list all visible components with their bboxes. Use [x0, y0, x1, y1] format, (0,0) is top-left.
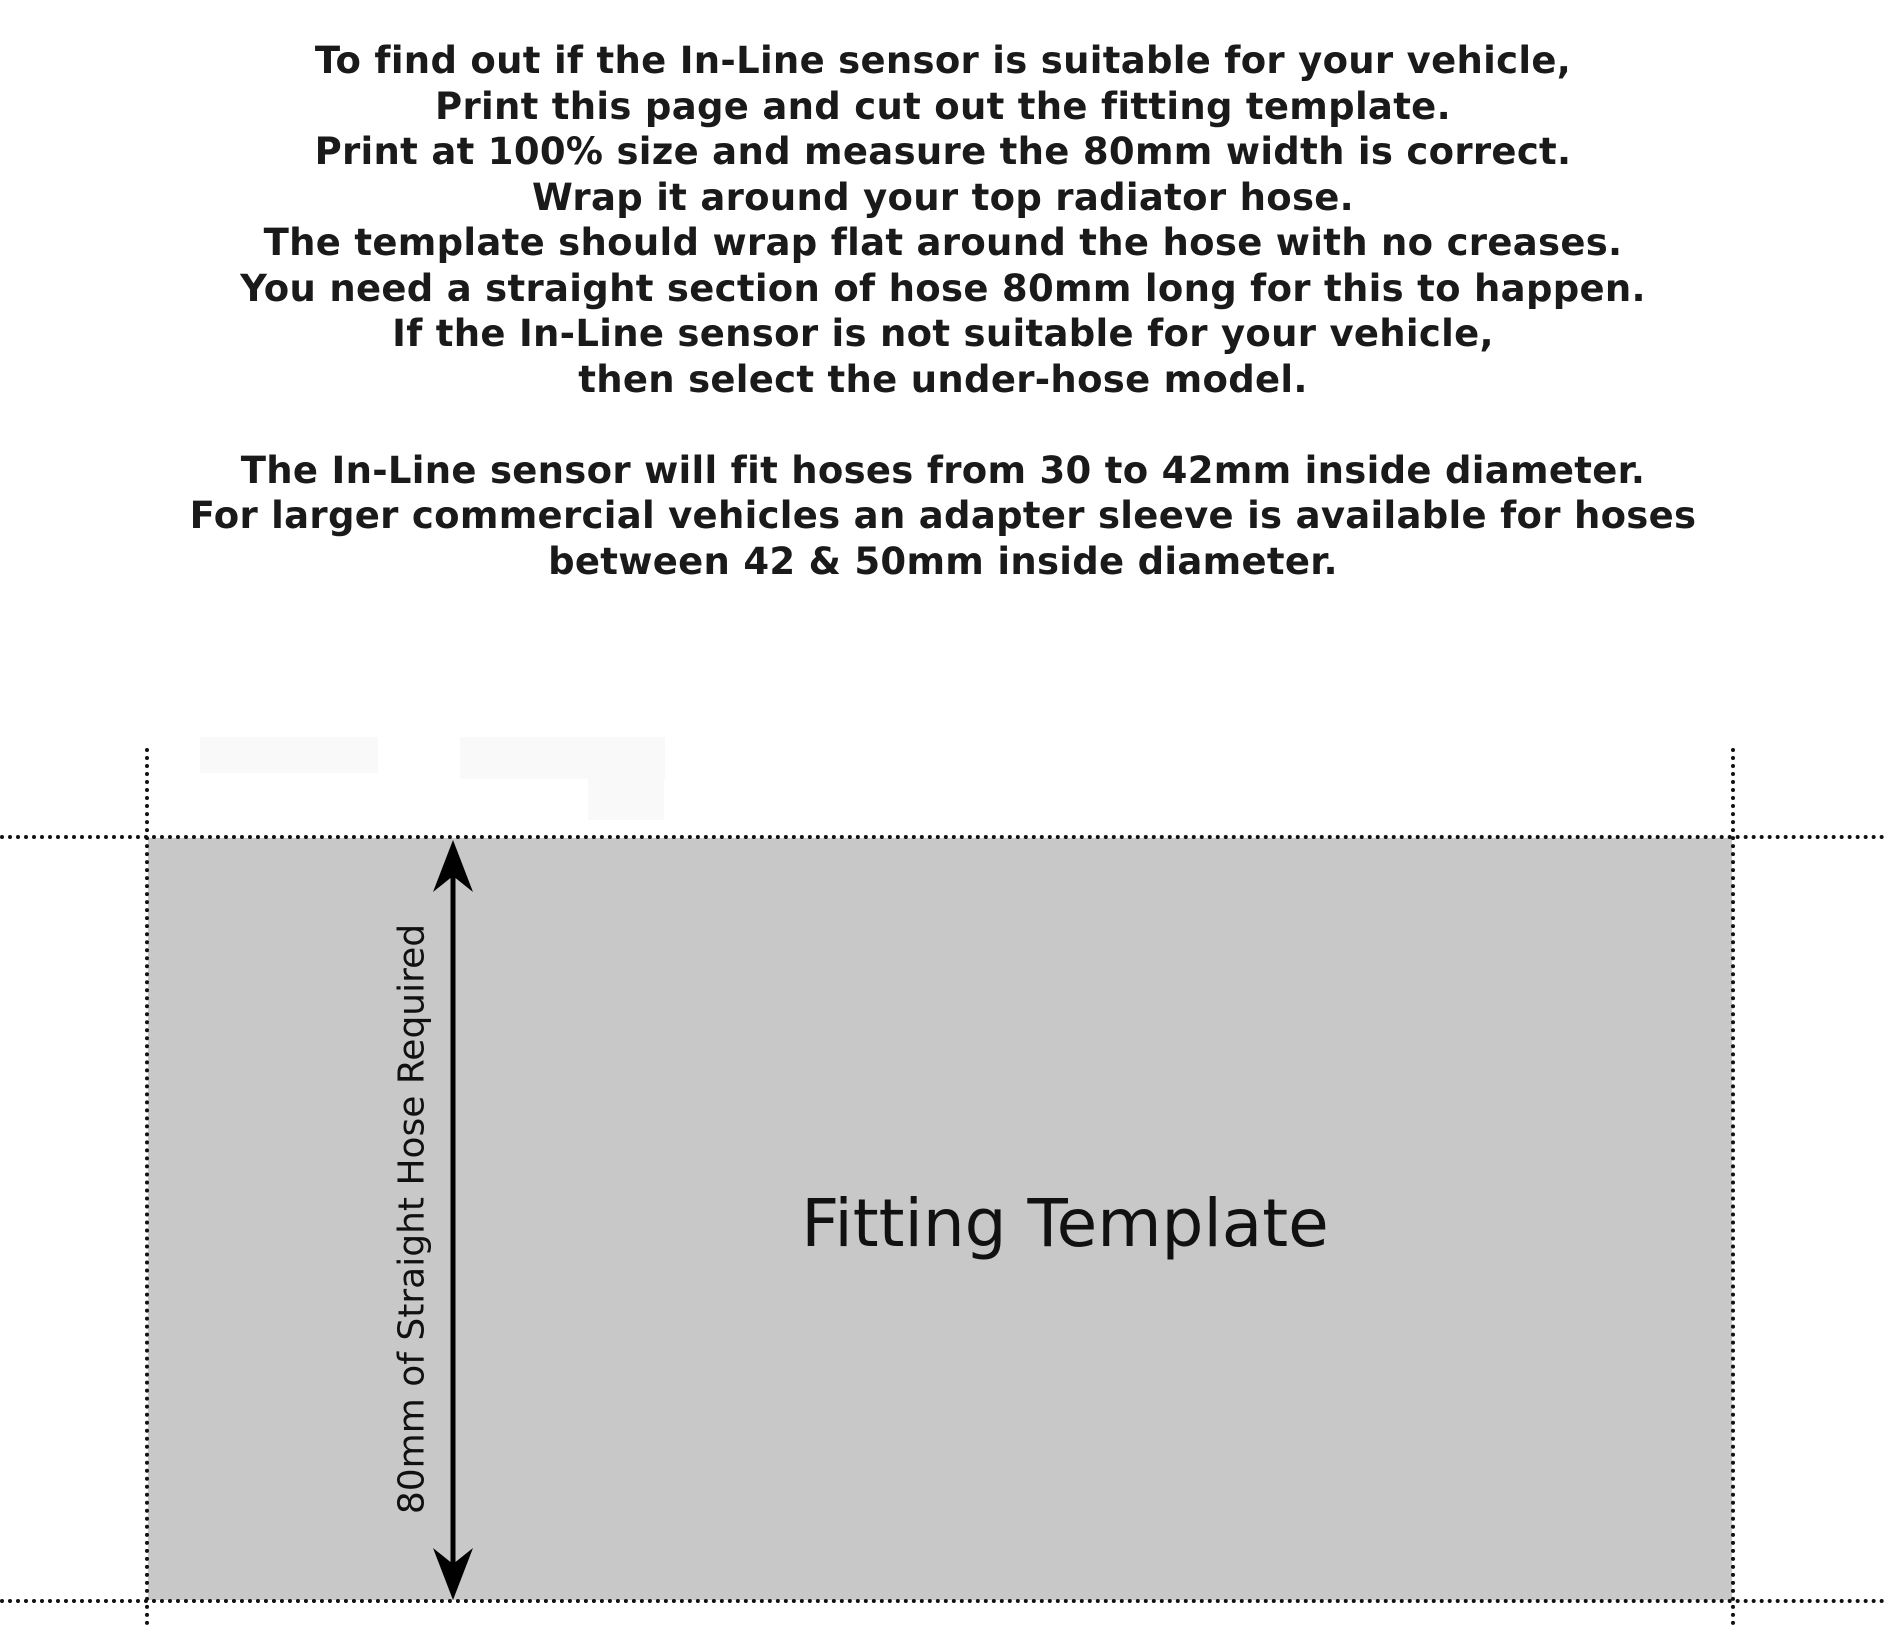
- instruction-line: The template should wrap flat around the hose with no creases.: [263, 221, 1623, 264]
- instruction-line: then select the under-hose model.: [578, 357, 1308, 401]
- instruction-line: You need a straight section of hose 80mm long for this to happen.: [240, 266, 1646, 310]
- instruction-line: For larger commercial vehicles an adapter sleeve is available for hoses: [189, 494, 1697, 537]
- cut-line-right: [1731, 748, 1735, 1626]
- instruction-line: Print at 100% size and measure the 80mm width is correct.: [314, 130, 1572, 173]
- instruction-line: between 42 & 50mm inside diameter.: [548, 539, 1338, 583]
- cut-line-bottom: [0, 1599, 1886, 1603]
- instruction-line: Wrap it around your top radiator hose.: [531, 175, 1355, 219]
- faint-mark: [588, 778, 664, 820]
- cut-line-left: [145, 748, 149, 1626]
- instruction-line: The In-Line sensor will fit hoses from 30 to 42mm inside diameter.: [240, 448, 1646, 492]
- faint-mark: [200, 737, 378, 773]
- template-title: Fitting Template: [801, 1185, 1329, 1262]
- instruction-line: Print this page and cut out the fitting template.: [435, 84, 1451, 128]
- faint-mark: [460, 737, 665, 779]
- instructions-text: [0, 38, 1886, 584]
- paragraph-gap: [0, 402, 1886, 448]
- instruction-line: If the In-Line sensor is not suitable for your vehicle,: [392, 312, 1494, 355]
- dimension-arrow: [430, 836, 476, 1604]
- instruction-line: To find out if the In-Line sensor is suitable for your vehicle,: [314, 39, 1572, 82]
- dimension-label: 80mm of Straight Hose Required: [391, 923, 433, 1515]
- cut-line-top: [0, 835, 1886, 839]
